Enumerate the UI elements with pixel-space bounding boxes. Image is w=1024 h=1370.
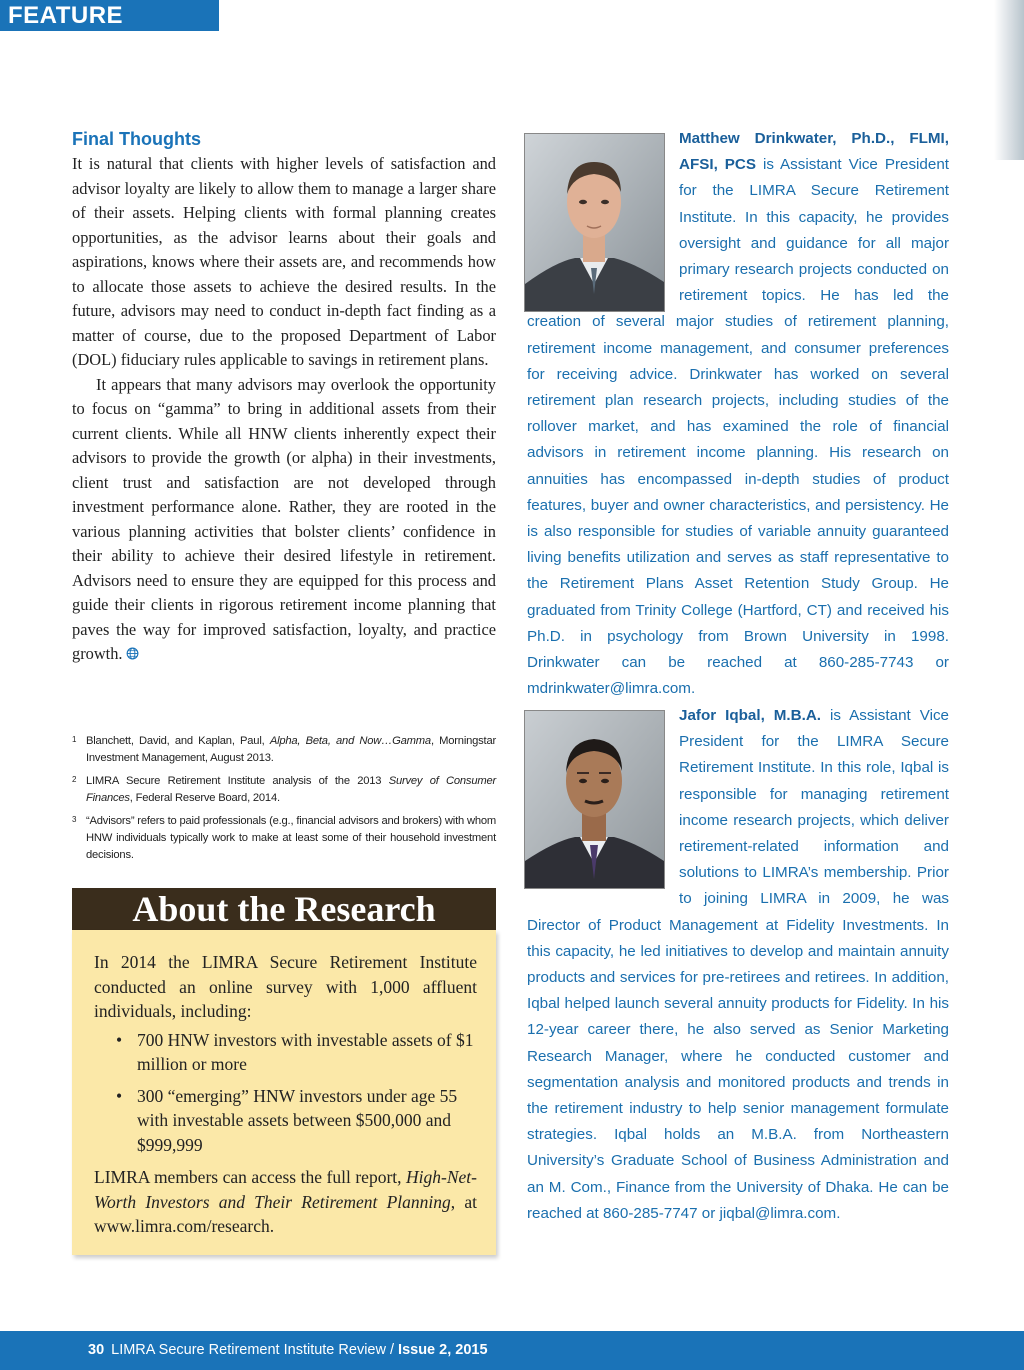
section-tab [0, 0, 219, 31]
cta-text: LIMRA members can access the full report, [94, 1167, 407, 1187]
cta-url: , at www.limra.com/research. [94, 1191, 477, 1236]
section-tab-label: FEATURE [8, 2, 124, 29]
bullet-icon: • [116, 1085, 123, 1106]
body-paragraph-2-text: It appears that many advisors may overlook the opportunity to focus on “gamma” to bring in additional assets from their current clients. While all HNW clients inherently expect their advisors to provide the growth (or alpha) in their investments, client trust and satisfaction are not developed through investment performance alone. Rather, they are rooted in the various planning activities that bolster clients’ confidence in their ability to achieve their desired lifestyle in retirement. Advisors need to ensure they are equipped for this process and guide their clients in rigorous retirement income planning that paves the way for improved satisfaction, loyalty, and practice growth. [72, 374, 496, 663]
bio-iqbal [527, 703, 949, 1227]
about-research-header [72, 888, 496, 930]
footnote-title: Alpha, Beta, and Now…Gamma [269, 735, 431, 747]
bio-body: is Assistant Vice President for the LIMRA Secure Retirement Institute. In this capacity, he provides oversight and guidance for all major primary research projects conducted on retirement topics. He has led the creation of several major studies of retirement planning, retirement income management, and consumer preferences for receiving advice. Drinkwater has worked on several retirement plan research projects, including studies of the rollover market, and has examined the role of financial advisors in retirement income planning. His research on annuities has encompassed in-depth studies of product features, buyer and owner characteristics, and persistency. He is also responsible for studies of variable annuity guaranteed living benefits utilization and serves as staff representative to the Retirement Plans Asset Retention Study Group. He graduated from Trinity College (Hartford, CT) and received his Ph.D. in psychology from Brown University in 1998. Drinkwater can be reached at 860-285-7743 or mdrinkwater@limra.com. [527, 156, 949, 698]
photo-spacer [527, 126, 679, 304]
page-number: 30 [88, 1342, 105, 1358]
footnote-title: Survey of Consumer Finances [86, 775, 497, 804]
footnote-number: 3 [72, 815, 77, 824]
footnote [72, 773, 496, 807]
footnotes [72, 733, 496, 870]
bio-body: is Assistant Vice President for the LIMRA Secure Retirement Institute. In this role, Iqbal is responsible for managing retirement income research projects, which deliver retirement-related information and solutions to LIMRA’s membership. Prior to joining LIMRA in 2009, he was Director of Product Management at Fidelity Investments. In this capacity, he led initiatives to develop and maintain annuity products and services for pre-retirees and retirees. In addition, Iqbal helped launch several annuity products for Fidelity. In his 12-year career there, he also served as Senior Marketing Research Manager, where he conducted customer and segmentation analysis and monitored products and trends in the retirement industry to help senior management formulate strategies. Iqbal holds an M.B.A. from Northeastern University’s Graduate School of Business Administration and an M. Com., Finance from the University of Dhaka. He can be reached at 860-285-7747 or jiqbal@limra.com. [527, 707, 949, 1222]
about-research-body [94, 950, 477, 1239]
globe-end-icon [126, 647, 139, 660]
section-heading: Final Thoughts [72, 129, 201, 149]
final-thoughts-section [72, 128, 496, 667]
list-item-text: 300 “emerging” HNW investors under age 55 with investable assets between $500,000 and $999,999 [137, 1085, 458, 1155]
footnote-text: “Advisors” refers to paid professionals (e.g., financial advisors and brokers) with whom HNW individuals typically work to make at least some of their household investment decisions. [86, 815, 496, 861]
footer-text [88, 1340, 488, 1360]
photo-spacer [527, 703, 679, 888]
footnote-text: , Federal Reserve Board, 2014. [129, 792, 280, 804]
report-title: High-Net-Worth Investors and Their Retirement Planning [94, 1167, 477, 1212]
about-bullet-list [94, 1028, 477, 1158]
footnote-text: , Morningstar Investment Management, August 2013. [86, 735, 496, 764]
footnote [72, 813, 496, 864]
issue-label: Issue 2, 2015 [398, 1342, 488, 1358]
about-research-box [72, 930, 496, 1255]
about-research-title: About the Research [132, 889, 436, 929]
bio-name: Jafor Iqbal, M.B.A. [679, 707, 822, 724]
footnote-number: 2 [72, 775, 77, 784]
bio-name: Matthew Drinkwater, Ph.D., FLMI, AFSI, PCS [679, 130, 949, 174]
about-call-to-action [94, 1165, 477, 1239]
about-intro: In 2014 the LIMRA Secure Retirement Institute conducted an online survey with 1,000 affluent individuals, including: [94, 952, 477, 1021]
list-item [94, 1028, 477, 1077]
footer-separator: / [385, 1342, 399, 1358]
page-footer [0, 1331, 1024, 1370]
list-item-text: 700 HNW investors with investable assets of $1 million or more [137, 1029, 474, 1074]
footnote-text: Blanchett, David, and Kaplan, Paul, [86, 735, 270, 747]
publication-name: LIMRA Secure Retirement Institute Review [111, 1342, 386, 1358]
bullet-icon: • [116, 1029, 123, 1050]
decorative-shade [994, 0, 1024, 160]
body-paragraph-2 [72, 373, 496, 667]
list-item [94, 1084, 477, 1158]
footnote-number: 1 [72, 735, 77, 744]
bio-drinkwater [527, 126, 949, 702]
footnote [72, 733, 496, 767]
body-paragraph-1: It is natural that clients with higher levels of satisfaction and advisor loyalty are likely to allow them to manage a larger share of their assets. Helping clients with formal planning creates opportunities, as the advisor learns about their goals and aspirations, knows where their assets are, and recommends how to allocate those assets to achieve the desired results. In the future, advisors may need to conduct in-depth fact finding as a matter of course, due to the proposed Department of Labor (DOL) fiduciary rules applicable to savings in retirement plans. [72, 154, 496, 369]
footnote-text: LIMRA Secure Retirement Institute analysis of the 2013 [86, 775, 389, 787]
